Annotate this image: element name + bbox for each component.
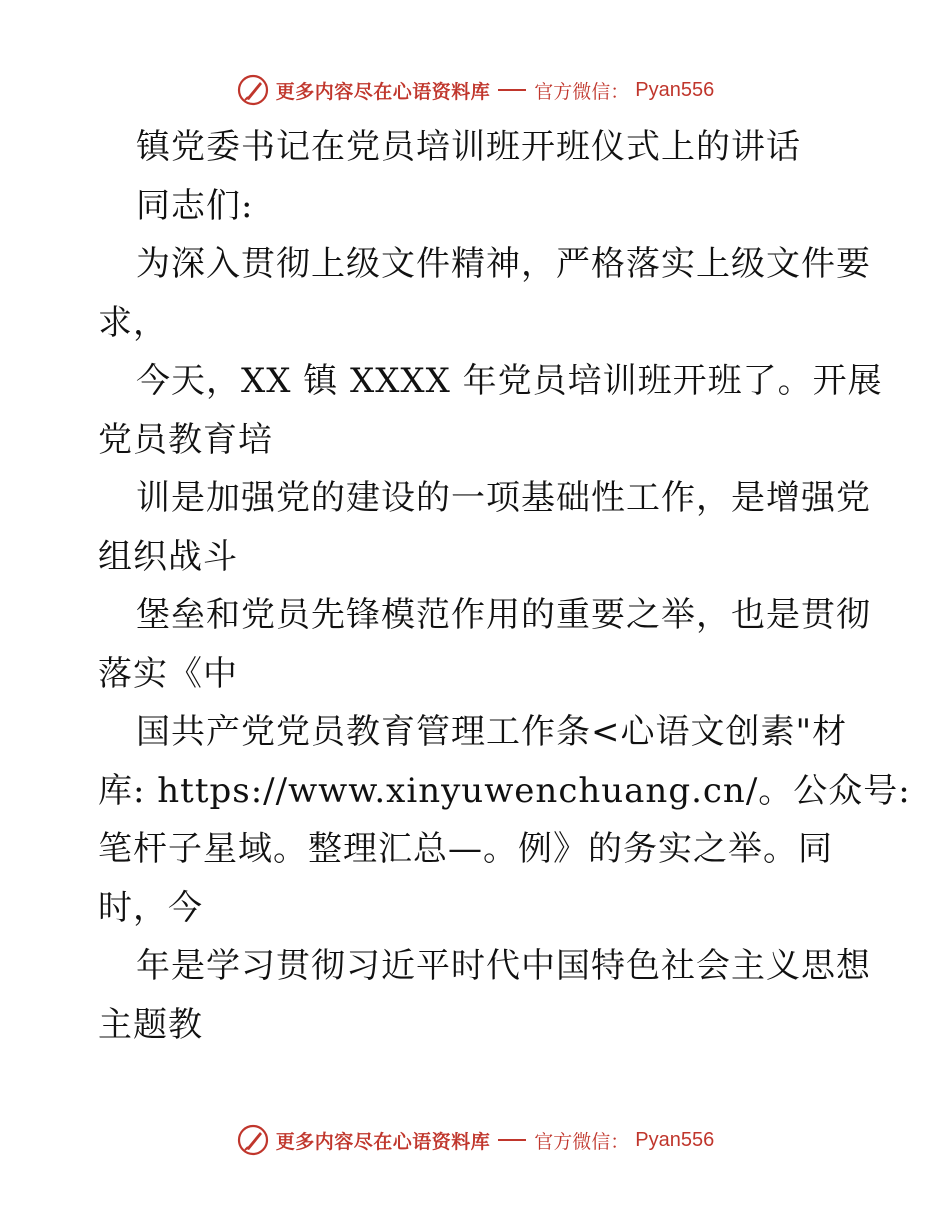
paragraph-line: 落实《中 — [98, 653, 238, 694]
paragraph-line: 今天，XX 镇 XXXX 年党员培训班开班了。开展 — [136, 361, 883, 401]
paragraph-line: 年是学习贯彻习近平时代中国特色社会主义思想 — [136, 946, 871, 986]
paragraph-line: 主题教 — [98, 1004, 203, 1045]
document-body — [98, 118, 911, 1054]
banner-title: 更多内容尽在心语资料库 — [275, 80, 491, 103]
paragraph-line: 训是加强党的建设的一项基础性工作，是增强党 — [136, 478, 871, 518]
paragraph-line: 国共产党党员教育管理工作条<心语文创素"材 — [136, 712, 848, 752]
banner-wechat-label: 官方微信： — [534, 80, 630, 103]
salutation: 同志们: — [136, 185, 254, 226]
banner-dash — [498, 89, 526, 91]
banner-wechat-id: Pyan556 — [635, 1128, 715, 1151]
banner-title: 更多内容尽在心语资料库 — [275, 1130, 491, 1153]
footer-watermark — [0, 1120, 950, 1160]
paragraph-line: 党员教育培 — [98, 419, 273, 460]
banner-wechat-id: Pyan556 — [635, 78, 715, 101]
header-watermark — [0, 70, 950, 110]
paragraph-line: 堡垒和党员先锋模范作用的重要之举，也是贯彻 — [136, 595, 871, 635]
banner-dash — [498, 1139, 526, 1141]
quill-logo-icon — [236, 73, 270, 107]
paragraph-line: 求， — [98, 302, 168, 343]
paragraph-line: 组织战斗 — [98, 536, 238, 577]
document-title: 镇党委书记在党员培训班开班仪式上的讲话 — [136, 127, 801, 167]
paragraph-line: 笔杆子星域。整理汇总—。例》的务实之举。同 — [98, 829, 833, 869]
paragraph-line: 为深入贯彻上级文件精神，严格落实上级文件要 — [136, 244, 871, 284]
quill-logo-icon — [236, 1123, 270, 1157]
paragraph-line: 库: https://www.xinyuwenchuang.cn/。公众号: — [98, 770, 911, 811]
paragraph-line: 时，今 — [98, 887, 203, 928]
banner-wechat-label: 官方微信： — [534, 1130, 630, 1153]
